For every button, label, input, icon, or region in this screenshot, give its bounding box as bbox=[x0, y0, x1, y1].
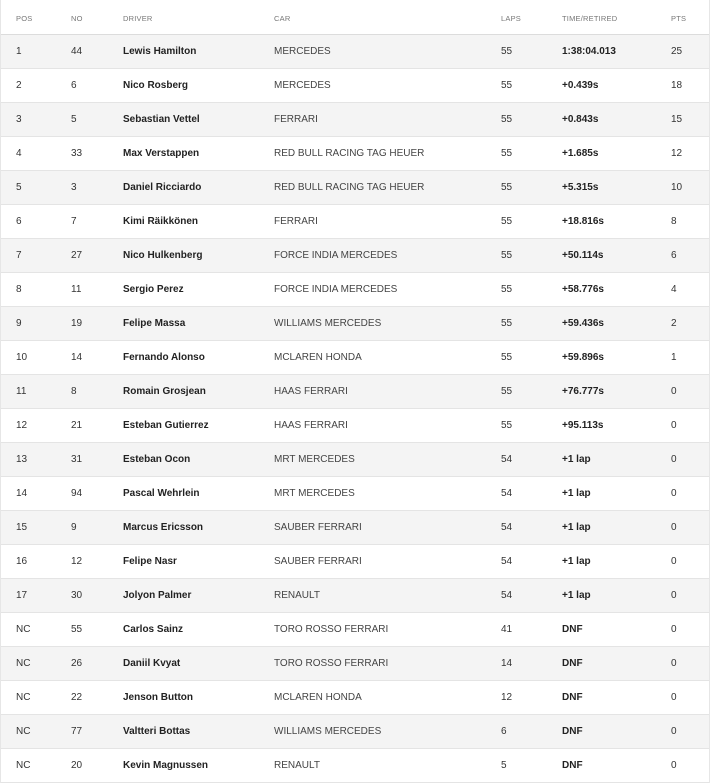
table-row[interactable] bbox=[1, 35, 709, 69]
cell-pts: 12 bbox=[671, 148, 683, 159]
cell-time-retired: +1 lap bbox=[562, 590, 591, 601]
cell-car[interactable]: RENAULT bbox=[274, 590, 320, 601]
cell-car[interactable]: TORO ROSSO FERRARI bbox=[274, 658, 389, 669]
table-row[interactable] bbox=[1, 715, 709, 749]
cell-pos[interactable]: 8 bbox=[16, 284, 22, 295]
table-row[interactable] bbox=[1, 749, 709, 783]
cell-laps: 55 bbox=[501, 216, 513, 227]
cell-no: 77 bbox=[71, 726, 83, 737]
cell-time-retired: DNF bbox=[562, 726, 583, 737]
header-laps[interactable]: LAPS bbox=[501, 14, 521, 23]
cell-pts: 15 bbox=[671, 114, 683, 125]
cell-pos[interactable]: 3 bbox=[16, 114, 22, 125]
cell-laps: 14 bbox=[501, 658, 513, 669]
cell-time-retired: DNF bbox=[562, 692, 583, 703]
cell-no: 31 bbox=[71, 454, 83, 465]
table-row[interactable] bbox=[1, 69, 709, 103]
cell-time-retired: +76.777s bbox=[562, 386, 604, 397]
cell-time-retired: DNF bbox=[562, 658, 583, 669]
cell-car[interactable]: FORCE INDIA MERCEDES bbox=[274, 250, 398, 261]
table-row[interactable] bbox=[1, 579, 709, 613]
cell-pts: 8 bbox=[671, 216, 677, 227]
cell-car[interactable]: MCLAREN HONDA bbox=[274, 352, 362, 363]
cell-time-retired: +1 lap bbox=[562, 454, 591, 465]
cell-no: 44 bbox=[71, 46, 83, 57]
cell-car[interactable]: SAUBER FERRARI bbox=[274, 556, 362, 567]
cell-driver[interactable]: Felipe Massa bbox=[123, 318, 186, 329]
cell-pos[interactable]: 17 bbox=[16, 590, 28, 601]
cell-pos[interactable]: NC bbox=[16, 726, 31, 737]
cell-no: 14 bbox=[71, 352, 83, 363]
table-header bbox=[1, 0, 709, 35]
cell-pos[interactable]: 4 bbox=[16, 148, 22, 159]
cell-pts: 6 bbox=[671, 250, 677, 261]
cell-time-retired: +0.439s bbox=[562, 80, 599, 91]
table-row[interactable] bbox=[1, 613, 709, 647]
cell-pts: 0 bbox=[671, 590, 677, 601]
cell-car[interactable]: MRT MERCEDES bbox=[274, 454, 355, 465]
table-row[interactable] bbox=[1, 681, 709, 715]
cell-no: 33 bbox=[71, 148, 83, 159]
cell-time-retired: +58.776s bbox=[562, 284, 604, 295]
cell-pos[interactable]: NC bbox=[16, 692, 31, 703]
cell-driver[interactable]: Felipe Nasr bbox=[123, 556, 177, 567]
cell-laps: 55 bbox=[501, 420, 513, 431]
cell-driver[interactable]: Pascal Wehrlein bbox=[123, 488, 200, 499]
cell-no: 21 bbox=[71, 420, 83, 431]
cell-pts: 0 bbox=[671, 420, 677, 431]
cell-no: 55 bbox=[71, 624, 83, 635]
cell-driver[interactable]: Esteban Ocon bbox=[123, 454, 191, 465]
cell-pos[interactable]: 2 bbox=[16, 80, 22, 91]
cell-laps: 55 bbox=[501, 114, 513, 125]
cell-no: 94 bbox=[71, 488, 83, 499]
cell-driver[interactable]: Sergio Perez bbox=[123, 284, 184, 295]
cell-driver[interactable]: Daniil Kvyat bbox=[123, 658, 181, 669]
cell-no: 26 bbox=[71, 658, 83, 669]
cell-car[interactable]: FERRARI bbox=[274, 114, 318, 125]
cell-time-retired: +95.113s bbox=[562, 420, 604, 431]
cell-no: 8 bbox=[71, 386, 77, 397]
table-row[interactable] bbox=[1, 545, 709, 579]
cell-pts: 4 bbox=[671, 284, 677, 295]
table-row[interactable] bbox=[1, 273, 709, 307]
cell-no: 9 bbox=[71, 522, 77, 533]
header-car[interactable]: CAR bbox=[274, 14, 291, 23]
cell-time-retired: +59.896s bbox=[562, 352, 604, 363]
cell-car[interactable]: WILLIAMS MERCEDES bbox=[274, 318, 382, 329]
header-no[interactable]: NO bbox=[71, 14, 83, 23]
cell-pts: 0 bbox=[671, 760, 677, 771]
cell-pos[interactable]: 16 bbox=[16, 556, 28, 567]
cell-laps: 55 bbox=[501, 46, 513, 57]
table-body bbox=[1, 35, 709, 783]
table-row[interactable] bbox=[1, 409, 709, 443]
cell-laps: 55 bbox=[501, 386, 513, 397]
cell-pos[interactable]: 5 bbox=[16, 182, 22, 193]
cell-car[interactable]: FERRARI bbox=[274, 216, 318, 227]
cell-driver[interactable]: Jenson Button bbox=[123, 692, 193, 703]
cell-driver[interactable]: Max Verstappen bbox=[123, 148, 200, 159]
cell-pos[interactable]: NC bbox=[16, 760, 31, 771]
cell-car[interactable]: RED BULL RACING TAG HEUER bbox=[274, 182, 425, 193]
cell-laps: 55 bbox=[501, 80, 513, 91]
cell-laps: 54 bbox=[501, 488, 513, 499]
cell-laps: 55 bbox=[501, 182, 513, 193]
cell-laps: 54 bbox=[501, 590, 513, 601]
cell-driver[interactable]: Fernando Alonso bbox=[123, 352, 205, 363]
cell-pts: 2 bbox=[671, 318, 677, 329]
cell-time-retired: 1:38:04.013 bbox=[562, 46, 616, 57]
cell-pos[interactable]: 13 bbox=[16, 454, 28, 465]
cell-pts: 1 bbox=[671, 352, 677, 363]
cell-laps: 54 bbox=[501, 522, 513, 533]
cell-pos[interactable]: 10 bbox=[16, 352, 28, 363]
cell-time-retired: +1 lap bbox=[562, 488, 591, 499]
cell-time-retired: DNF bbox=[562, 624, 583, 635]
cell-laps: 12 bbox=[501, 692, 513, 703]
cell-car[interactable]: HAAS FERRARI bbox=[274, 420, 348, 431]
cell-pos[interactable]: 12 bbox=[16, 420, 28, 431]
cell-no: 3 bbox=[71, 182, 77, 193]
cell-pos[interactable]: NC bbox=[16, 658, 31, 669]
cell-pos[interactable]: 7 bbox=[16, 250, 22, 261]
table-row[interactable] bbox=[1, 239, 709, 273]
cell-driver[interactable]: Daniel Ricciardo bbox=[123, 182, 202, 193]
cell-driver[interactable]: Nico Hulkenberg bbox=[123, 250, 203, 261]
cell-pts: 0 bbox=[671, 692, 677, 703]
cell-car[interactable]: MCLAREN HONDA bbox=[274, 692, 362, 703]
table-row[interactable] bbox=[1, 307, 709, 341]
cell-pos[interactable]: 11 bbox=[16, 386, 27, 397]
table-row[interactable] bbox=[1, 341, 709, 375]
cell-pts: 0 bbox=[671, 658, 677, 669]
cell-car[interactable]: RED BULL RACING TAG HEUER bbox=[274, 148, 425, 159]
cell-car[interactable]: MRT MERCEDES bbox=[274, 488, 355, 499]
header-driver[interactable]: DRIVER bbox=[123, 14, 153, 23]
cell-no: 11 bbox=[71, 284, 82, 295]
cell-pts: 0 bbox=[671, 624, 677, 635]
cell-pos[interactable]: NC bbox=[16, 624, 31, 635]
cell-driver[interactable]: Romain Grosjean bbox=[123, 386, 206, 397]
cell-time-retired: +5.315s bbox=[562, 182, 599, 193]
cell-driver[interactable]: Nico Rosberg bbox=[123, 80, 189, 91]
cell-time-retired: +1 lap bbox=[562, 556, 591, 567]
cell-laps: 6 bbox=[501, 726, 507, 737]
cell-driver[interactable]: Valtteri Bottas bbox=[123, 726, 191, 737]
cell-driver[interactable]: Jolyon Palmer bbox=[123, 590, 192, 601]
cell-time-retired: +50.114s bbox=[562, 250, 604, 261]
cell-car[interactable]: RENAULT bbox=[274, 760, 320, 771]
cell-no: 22 bbox=[71, 692, 83, 703]
table-row[interactable] bbox=[1, 375, 709, 409]
cell-no: 6 bbox=[71, 80, 77, 91]
cell-no: 7 bbox=[71, 216, 77, 227]
header-pos[interactable]: POS bbox=[16, 14, 33, 23]
table-row[interactable] bbox=[1, 171, 709, 205]
table-row[interactable] bbox=[1, 137, 709, 171]
cell-car[interactable]: SAUBER FERRARI bbox=[274, 522, 362, 533]
cell-laps: 54 bbox=[501, 454, 513, 465]
cell-laps: 55 bbox=[501, 284, 513, 295]
table-row[interactable] bbox=[1, 205, 709, 239]
cell-no: 19 bbox=[71, 318, 83, 329]
cell-time-retired: +0.843s bbox=[562, 114, 599, 125]
cell-pts: 0 bbox=[671, 488, 677, 499]
cell-no: 20 bbox=[71, 760, 83, 771]
cell-pts: 0 bbox=[671, 556, 677, 567]
cell-pts: 0 bbox=[671, 522, 677, 533]
cell-laps: 5 bbox=[501, 760, 507, 771]
cell-time-retired: +1 lap bbox=[562, 522, 591, 533]
cell-time-retired: +18.816s bbox=[562, 216, 604, 227]
cell-driver[interactable]: Carlos Sainz bbox=[123, 624, 184, 635]
cell-no: 5 bbox=[71, 114, 77, 125]
cell-pts: 0 bbox=[671, 454, 677, 465]
header-pts[interactable]: PTS bbox=[671, 14, 687, 23]
cell-car[interactable]: TORO ROSSO FERRARI bbox=[274, 624, 389, 635]
cell-car[interactable]: WILLIAMS MERCEDES bbox=[274, 726, 382, 737]
cell-car[interactable]: MERCEDES bbox=[274, 46, 331, 57]
cell-laps: 55 bbox=[501, 318, 513, 329]
cell-laps: 41 bbox=[501, 624, 513, 635]
cell-laps: 55 bbox=[501, 352, 513, 363]
cell-pos[interactable]: 15 bbox=[16, 522, 28, 533]
cell-laps: 55 bbox=[501, 148, 513, 159]
cell-pos[interactable]: 9 bbox=[16, 318, 22, 329]
table-row[interactable] bbox=[1, 647, 709, 681]
cell-pos[interactable]: 14 bbox=[16, 488, 28, 499]
cell-pts: 0 bbox=[671, 386, 677, 397]
cell-driver[interactable]: Marcus Ericsson bbox=[123, 522, 204, 533]
header-time-retired[interactable]: TIME/RETIRED bbox=[562, 14, 618, 23]
cell-no: 27 bbox=[71, 250, 83, 261]
cell-pos[interactable]: 1 bbox=[16, 46, 22, 57]
cell-pts: 25 bbox=[671, 46, 683, 57]
cell-no: 30 bbox=[71, 590, 83, 601]
cell-time-retired: DNF bbox=[562, 760, 583, 771]
table-row[interactable] bbox=[1, 443, 709, 477]
cell-driver[interactable]: Lewis Hamilton bbox=[123, 46, 197, 57]
cell-car[interactable]: MERCEDES bbox=[274, 80, 331, 91]
table-row[interactable] bbox=[1, 477, 709, 511]
cell-pts: 10 bbox=[671, 182, 683, 193]
cell-car[interactable]: HAAS FERRARI bbox=[274, 386, 348, 397]
cell-no: 12 bbox=[71, 556, 83, 567]
cell-laps: 54 bbox=[501, 556, 513, 567]
cell-driver[interactable]: Kimi Räikkönen bbox=[123, 216, 199, 227]
cell-car[interactable]: FORCE INDIA MERCEDES bbox=[274, 284, 398, 295]
cell-pts: 18 bbox=[671, 80, 683, 91]
table-row[interactable] bbox=[1, 511, 709, 545]
cell-pts: 0 bbox=[671, 726, 677, 737]
cell-driver[interactable]: Esteban Gutierrez bbox=[123, 420, 209, 431]
cell-laps: 55 bbox=[501, 250, 513, 261]
cell-time-retired: +59.436s bbox=[562, 318, 604, 329]
cell-time-retired: +1.685s bbox=[562, 148, 599, 159]
table-row[interactable] bbox=[1, 103, 709, 137]
cell-driver[interactable]: Kevin Magnussen bbox=[123, 760, 209, 771]
cell-pos[interactable]: 6 bbox=[16, 216, 22, 227]
cell-driver[interactable]: Sebastian Vettel bbox=[123, 114, 200, 125]
